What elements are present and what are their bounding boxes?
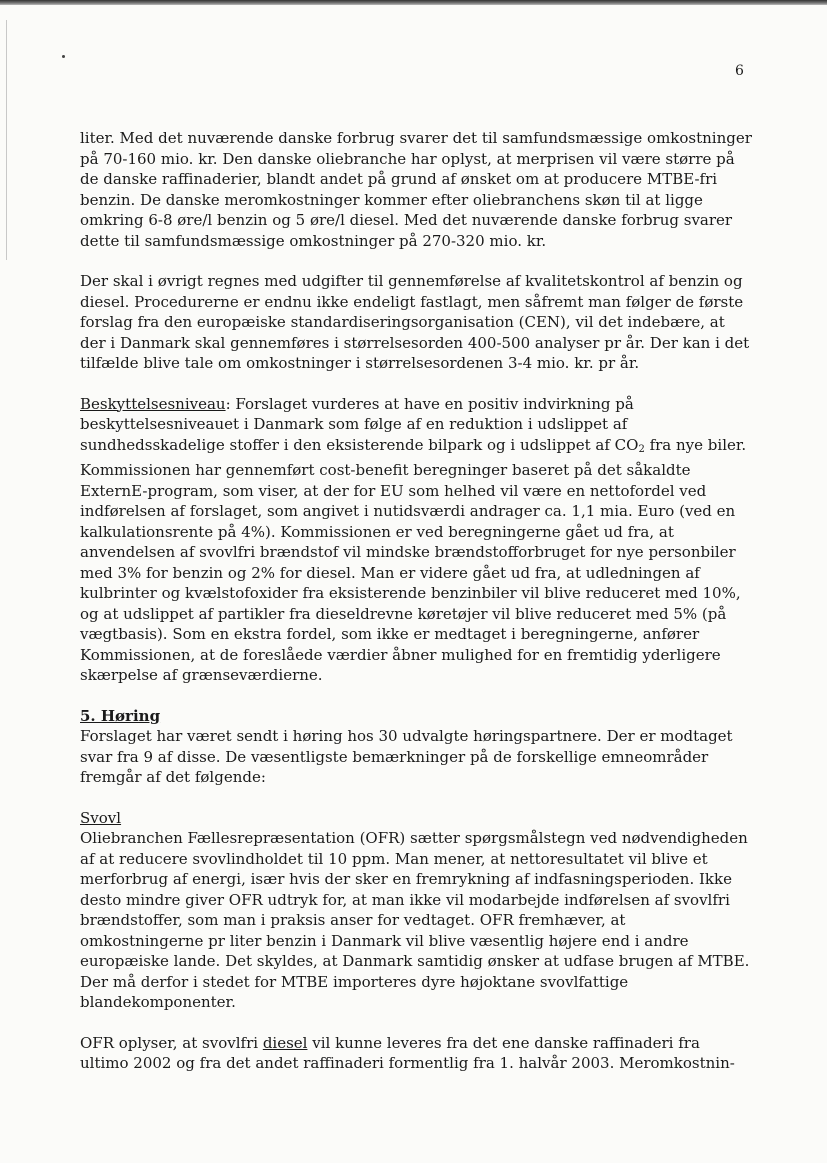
scan-top-edge (0, 0, 827, 5)
co2-subscript: 2 (638, 443, 645, 455)
paragraph-costs: liter. Med det nuværende danske forbrug svarer det til samfundsmæssige omkostninger på 70-160 mio. kr. Den danske oliebranche har oplyst, at merprisen vil være større på de danske raffinaderier, blandt andet på grund af ønsket om at producere MTBE-fri benzin. De danske meromkostninger kommer efter oliebranchens skøn til at ligge omkring 6-8 øre/l benzin og 5 øre/l diesel. Med det nuværende danske forbrug svarer dette til samfundsmæssige omkostninger på 270-320 mio. kr. (80, 129, 752, 250)
page-number: 6 (735, 63, 744, 79)
protection-level-text-b: fra nye biler. Kommissionen har gennemført cost-benefit beregninger baseret på det såkaldte ExternE-program, som viser, at der for EU som helhed vil være en nettofordel ved indførelsen af forslaget, som angivet i nutidsværdi andrager ca. 1,1 mia. Euro (ved en kalkulationsrente på 4%). Kommissionen er ved beregningerne gået ud fra, at anvendelsen af svovlfri brændstof vil mindske brændstofforbruget for nye personbiler med 3% for benzin og 2% for diesel. Man er videre gået ud fra, at udledningen af kulbrinter og kvælstofoxider fra eksisterende benzinbiler vil blive reduceret med 10%, og at udslippet af partikler fra dieseldrevne køretøjer vil blive reduceret med 5% (på vægtbasis). Som en ekstra fordel, som ikke er medtaget i beregningerne, anfører Kommissionen, at de foreslåede værdier åbner mulighed for en fremtidig yderligere skærpelse af grænseværdierne. (80, 435, 747, 684)
scan-speck (62, 55, 65, 58)
paragraph-protection-level (80, 394, 752, 686)
paragraph-ofr-diesel (80, 1033, 752, 1074)
scan-left-edge (6, 20, 7, 260)
paragraph-ofr: Oliebranchen Fællesrepræsentation (OFR) sætter spørgsmålstegn ved nødvendigheden af at reducere svovlindholdet til 10 ppm. Man mener, at nettoresultatet vil blive et merforbrug af energi, især hvis der sker en fremrykning af indfasningsperioden. Ikke desto mindre giver OFR udtryk for, at man ikke vil modarbejde indførelsen af svovlfri brændstoffer, som man i praksis anser for vedtaget. OFR fremhæver, at omkostningerne pr liter benzin i Danmark vil blive væsentlig højere end i andre europæiske lande. Det skyldes, at Danmark samtidig ønsker at udfase brugen af MTBE. Der må derfor i stedet for MTBE importeres dyre højoktane svovlfattige blandekomponenter. (80, 829, 750, 1011)
section-heading-hearing: 5. Høring (80, 706, 161, 725)
diesel-underlined: diesel (262, 1033, 308, 1052)
ofr-diesel-text-b: vil kunne leveres fra det ene danske raffinaderi fra ultimo 2002 og fra det andet raffinaderi formentlig fra 1. halvår 2003. Meromkostnin- (80, 1033, 735, 1072)
protection-level-label: Beskyttelsesniveau (80, 394, 226, 413)
subheading-sulphur: Svovl (80, 808, 122, 827)
paragraph-hearing: Forslaget har været sendt i høring hos 30 udvalgte høringspartnere. Der er modtaget svar fra 9 af disse. De væsentligste bemærkninger på de forskellige emneområder fremgår af det følgende: (80, 727, 733, 786)
protection-level-text-a: : Forslaget vurderes at have en positiv indvirkning på beskyttelsesniveauet i Danmark som følge af en reduktion i udslippet af sundhedsskadelige stoffer i den eksisterende bilpark og i udslippet af CO (80, 394, 639, 454)
ofr-diesel-text-a: OFR oplyser, at svovlfri (80, 1033, 263, 1052)
document-body (80, 128, 752, 1074)
paragraph-quality-control: Der skal i øvrigt regnes med udgifter til gennemførelse af kvalitetskontrol af benzin og diesel. Procedurerne er endnu ikke endeligt fastlagt, men såfremt man følger de første forslag fra den europæiske standardiseringsorganisation (CEN), vil det indebære, at der i Danmark skal gennemføres i størrelsesorden 400-500 analyser pr år. Der kan i det tilfælde blive tale om omkostninger i størrelsesordenen 3-4 mio. kr. pr år. (80, 272, 750, 372)
